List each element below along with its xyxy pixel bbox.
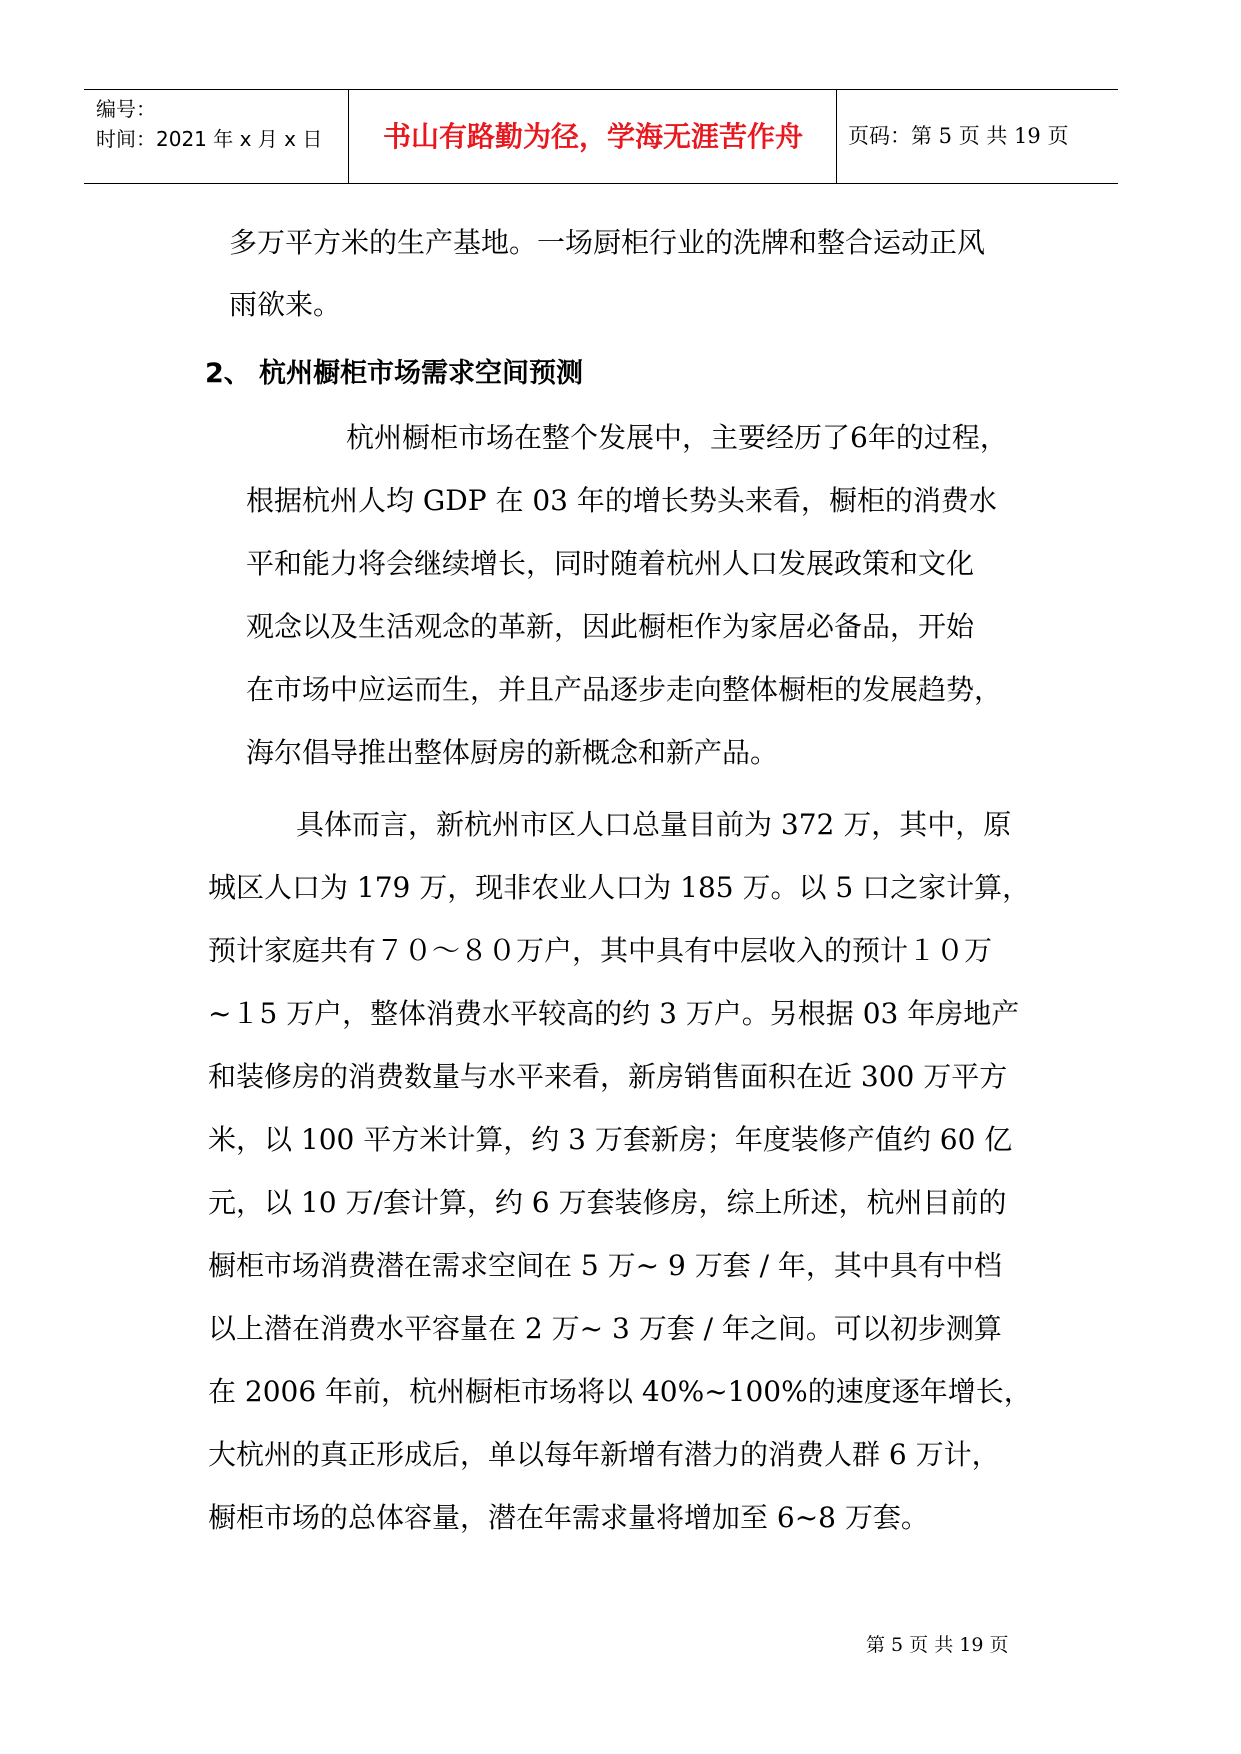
- paragraph-line: 在 2006 年前，杭州橱柜市场将以 40%~100%的速度逐年增长，: [208, 1375, 1032, 1408]
- section-heading: [205, 357, 583, 391]
- header-page-code: 页码：第 5 页 共 19 页: [848, 124, 1069, 148]
- paragraph-line: 橱柜市场消费潜在需求空间在 5 万~ 9 万套 / 年，其中具有中档: [208, 1249, 1002, 1282]
- paragraph-line: 大杭州的真正形成后，单以每年新增有潜力的消费人群 6 万计，: [208, 1438, 1000, 1471]
- paragraph-line: 米，以 100 平方米计算，约 3 万套新房；年度装修产值约 60 亿: [208, 1123, 1013, 1156]
- paragraph-line: ~１5 万户，整体消费水平较高的约 3 万户。另根据 03 年房地产: [208, 997, 1020, 1030]
- page-header: [84, 89, 1118, 184]
- paragraph-line: 具体而言，新杭州市区人口总量目前为 372 万，其中，原: [296, 808, 1012, 841]
- section-title: 杭州橱柜市场需求空间预测: [259, 358, 583, 389]
- paragraph-line: 元，以 10 万/套计算，约 6 万套装修房，综上所述，杭州目前的: [208, 1186, 1007, 1219]
- section-number: 2、: [205, 358, 251, 389]
- paragraph-line: 观念以及生活观念的革新，因此橱柜作为家居必备品，开始: [246, 610, 975, 643]
- paragraph-line: 以上潜在消费水平容量在 2 万~ 3 万套 / 年之间。可以初步测算: [208, 1312, 1002, 1345]
- paragraph-line: 和装修房的消费数量与水平来看，新房销售面积在近 300 万平方: [208, 1060, 1008, 1093]
- paragraph-line: 预计家庭共有７０～８０万户，其中具有中层收入的预计１０万: [208, 934, 993, 967]
- paragraph-line: 多万平方米的生产基地。一场厨柜行业的洗牌和整合运动正风: [229, 226, 986, 259]
- paragraph-line: 橱柜市场的总体容量，潜在年需求量将增加至 6~8 万套。: [208, 1501, 929, 1534]
- page-footer: 第 5 页 共 19 页: [866, 1634, 1009, 1656]
- document-time-label: 时间：2021 年 x 月 x 日: [96, 127, 323, 151]
- paragraph-line: 在市场中应运而生，并且产品逐步走向整体橱柜的发展趋势，: [246, 673, 1003, 706]
- header-divider: [836, 90, 837, 183]
- header-motto: 书山有路勤为径，学海无涯苦作舟: [382, 120, 803, 153]
- document-number-label: 编号：: [96, 97, 156, 121]
- paragraph-line: 城区人口为 179 万，现非农业人口为 185 万。以 5 口之家计算，: [208, 871, 1031, 904]
- header-meta: [96, 94, 322, 154]
- paragraph-line: 根据杭州人均 GDP 在 03 年的增长势头来看，橱柜的消费水: [246, 484, 997, 517]
- paragraph-line: 海尔倡导推出整体厨房的新概念和新产品。: [246, 736, 779, 769]
- paragraph-line: 平和能力将会继续增长，同时随着杭州人口发展政策和文化: [246, 547, 975, 580]
- paragraph-line: 杭州橱柜市场在整个发展中，主要经历了6年的过程，: [346, 421, 1008, 454]
- header-divider: [348, 90, 349, 183]
- paragraph-line: 雨欲来。: [229, 288, 342, 321]
